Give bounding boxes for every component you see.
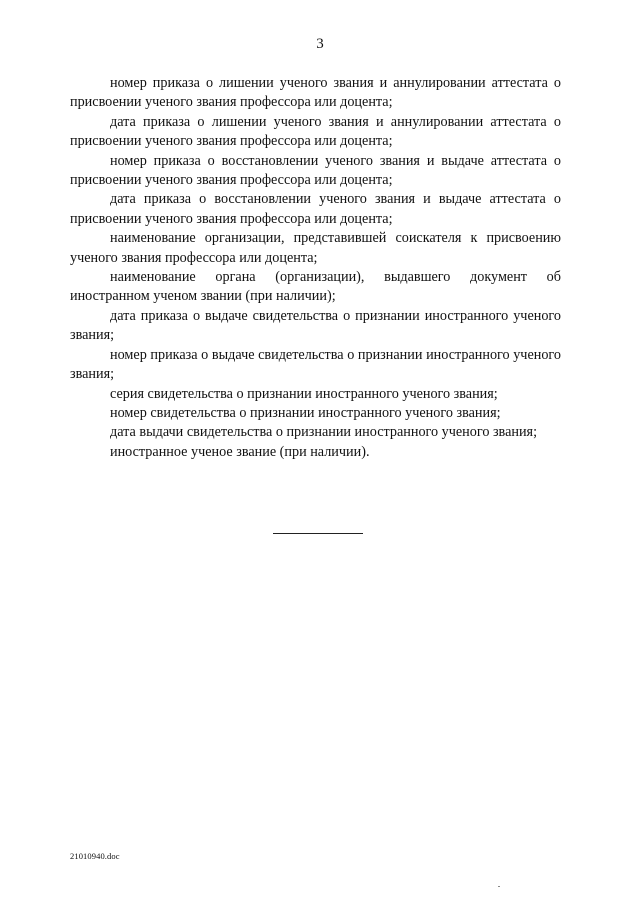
page-number: 3 (316, 36, 324, 52)
paragraph-order-number-restoration: номер приказа о восстановлении ученого звания и выдаче аттестата о присвоении ученого звания профессора или доцента; (70, 152, 561, 189)
document-body (70, 74, 561, 462)
paragraph-order-date-restoration: дата приказа о восстановлении ученого звания и выдаче аттестата о присвоении ученого звания профессора или доцента; (70, 191, 561, 227)
paragraph-recognition-order-date: дата приказа о выдаче свидетельства о признании иностранного ученого звания; (70, 307, 561, 344)
paragraph-order-date-revocation: дата приказа о лишении ученого звания и аннулировании аттестата о присвоении ученого звания профессора или доцента; (70, 113, 561, 150)
paragraph-issuing-body: наименование органа (организации), выдавшего документ об иностранном ученом звании (при наличии); (70, 269, 561, 305)
paragraph-certificate-number: номер свидетельства о признании иностранного ученого звания; (110, 404, 501, 421)
paragraph-foreign-academic-title: иностранное ученое звание (при наличии). (110, 443, 370, 460)
paragraph-nominating-organization: наименование организации, представившей соискателя к присвоению ученого звания профессора или доцента; (70, 230, 561, 266)
paragraph-certificate-issue-date: дата выдачи свидетельства о признании иностранного ученого звания; (110, 424, 538, 441)
footer-file-code: 21010940.doc (70, 851, 120, 861)
end-divider (273, 533, 363, 534)
scan-speck (498, 886, 500, 887)
paragraph-certificate-series: серия свидетельства о признании иностранного ученого звания; (110, 385, 498, 402)
paragraph-order-number-revocation: номер приказа о лишении ученого звания и аннулировании аттестата о присвоении ученого звания профессора или доцента; (70, 75, 561, 111)
paragraph-recognition-order-number: номер приказа о выдаче свидетельства о признании иностранного ученого звания; (70, 346, 561, 383)
